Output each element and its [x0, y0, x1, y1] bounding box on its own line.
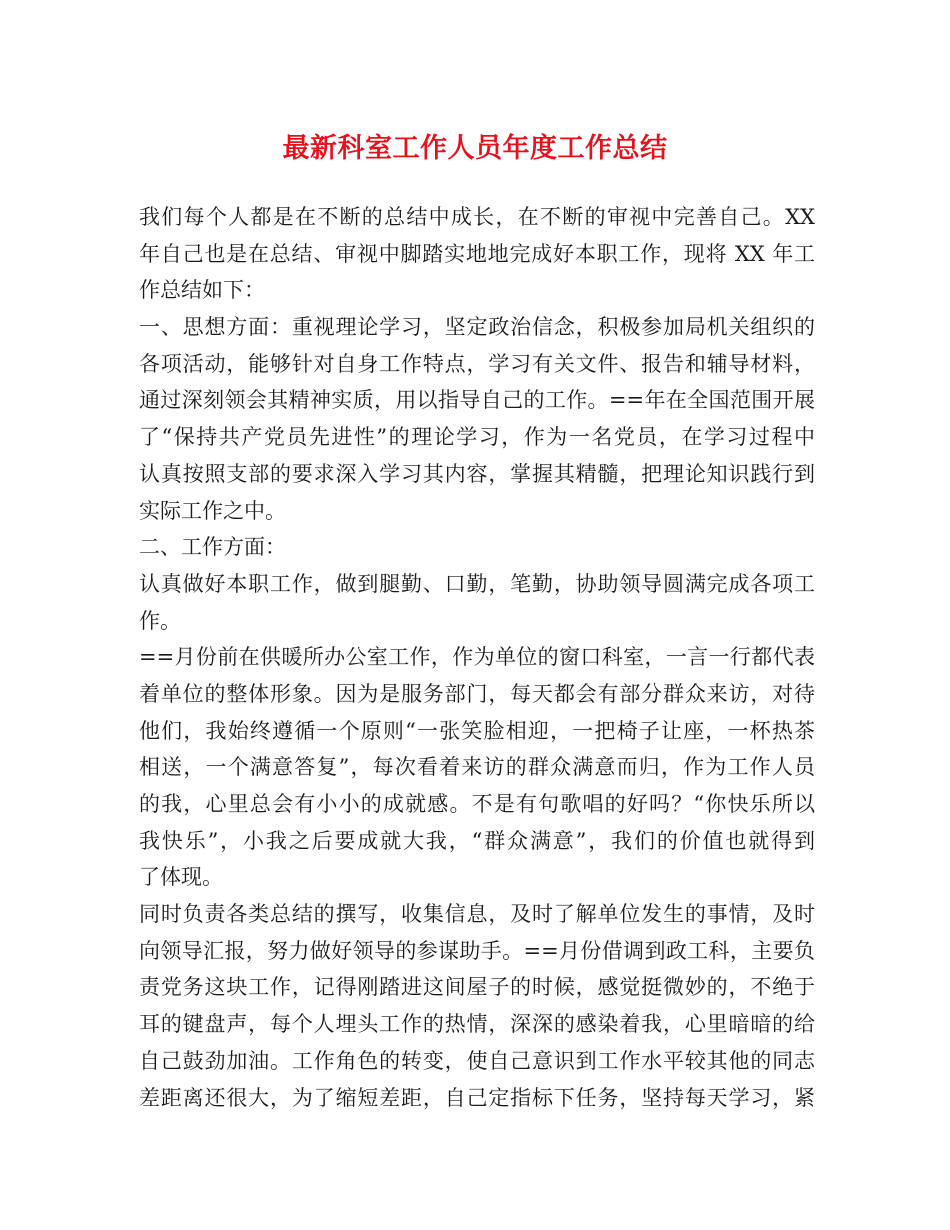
body-line: 的我，心里总会有小小的成就感。不是有句歌唱的好吗？“你快乐所以 — [139, 792, 815, 816]
body-line: 自己鼓劲加油。工作角色的转变，使自己意识到工作水平较其他的同志 — [139, 1048, 815, 1073]
document-title: 最新科室工作人员年度工作总结 — [282, 133, 668, 164]
body-line: 他们，我始终遵循一个原则“一张笑脸相迎，一把椅子让座，一杯热茶 — [139, 718, 815, 743]
body-line: 作总结如下： — [139, 278, 265, 303]
document-body — [139, 199, 815, 1116]
body-line: 了“保持共产党员先进性”的理论学习，作为一名党员，在学习过程中 — [139, 425, 815, 450]
body-line: 耳的键盘声，每个人埋头工作的热情，深深的感染着我，心里暗暗的给 — [139, 1012, 815, 1037]
body-line: 二、工作方面： — [139, 535, 286, 560]
body-line: 各项活动，能够针对自身工作特点，学习有关文件、报告和辅导材料， — [139, 351, 815, 376]
body-line: 责党务这块工作，记得刚踏进这间屋子的时候，感觉挺微妙的，不绝于 — [139, 975, 815, 1000]
body-line: 认真做好本职工作，做到腿勤、口勤，笔勤，协助领导圆满完成各项工 — [139, 571, 815, 596]
body-line: 同时负责各类总结的撰写，收集信息，及时了解单位发生的事情，及时 — [139, 902, 815, 927]
body-line: 差距离还很大，为了缩短差距，自己定指标下任务，坚持每天学习，紧 — [139, 1085, 815, 1110]
body-line: 我快乐”，小我之后要成就大我，“群众满意”，我们的价值也就得到 — [139, 828, 815, 853]
body-line: 年自己也是在总结、审视中脚踏实地地完成好本职工作，现将 XX 年工 — [139, 241, 815, 266]
body-line: 向领导汇报，努力做好领导的参谋助手。==月份借调到政工科，主要负 — [139, 938, 815, 963]
body-line: 实际工作之中。 — [139, 498, 286, 523]
body-line: ==月份前在供暖所办公室工作，作为单位的窗口科室，一言一行都代表 — [139, 645, 815, 670]
body-line: 一、思想方面：重视理论学习，坚定政治信念，积极参加局机关组织的 — [139, 315, 815, 340]
body-line: 作。 — [139, 608, 181, 633]
body-line: 了体现。 — [139, 865, 223, 890]
body-line: 认真按照支部的要求深入学习其内容，掌握其精髓，把理论知识践行到 — [139, 461, 815, 486]
body-line: 相送，一个满意答复”，每次看着来访的群众满意而归，作为工作人员 — [139, 755, 815, 780]
body-line: 我们每个人都是在不断的总结中成长，在不断的审视中完善自己。XX — [139, 205, 815, 229]
body-line: 通过深刻领会其精神实质，用以指导自己的工作。==年在全国范围开展 — [139, 388, 815, 413]
body-line: 着单位的整体形象。因为是服务部门，每天都会有部分群众来访，对待 — [139, 681, 815, 706]
